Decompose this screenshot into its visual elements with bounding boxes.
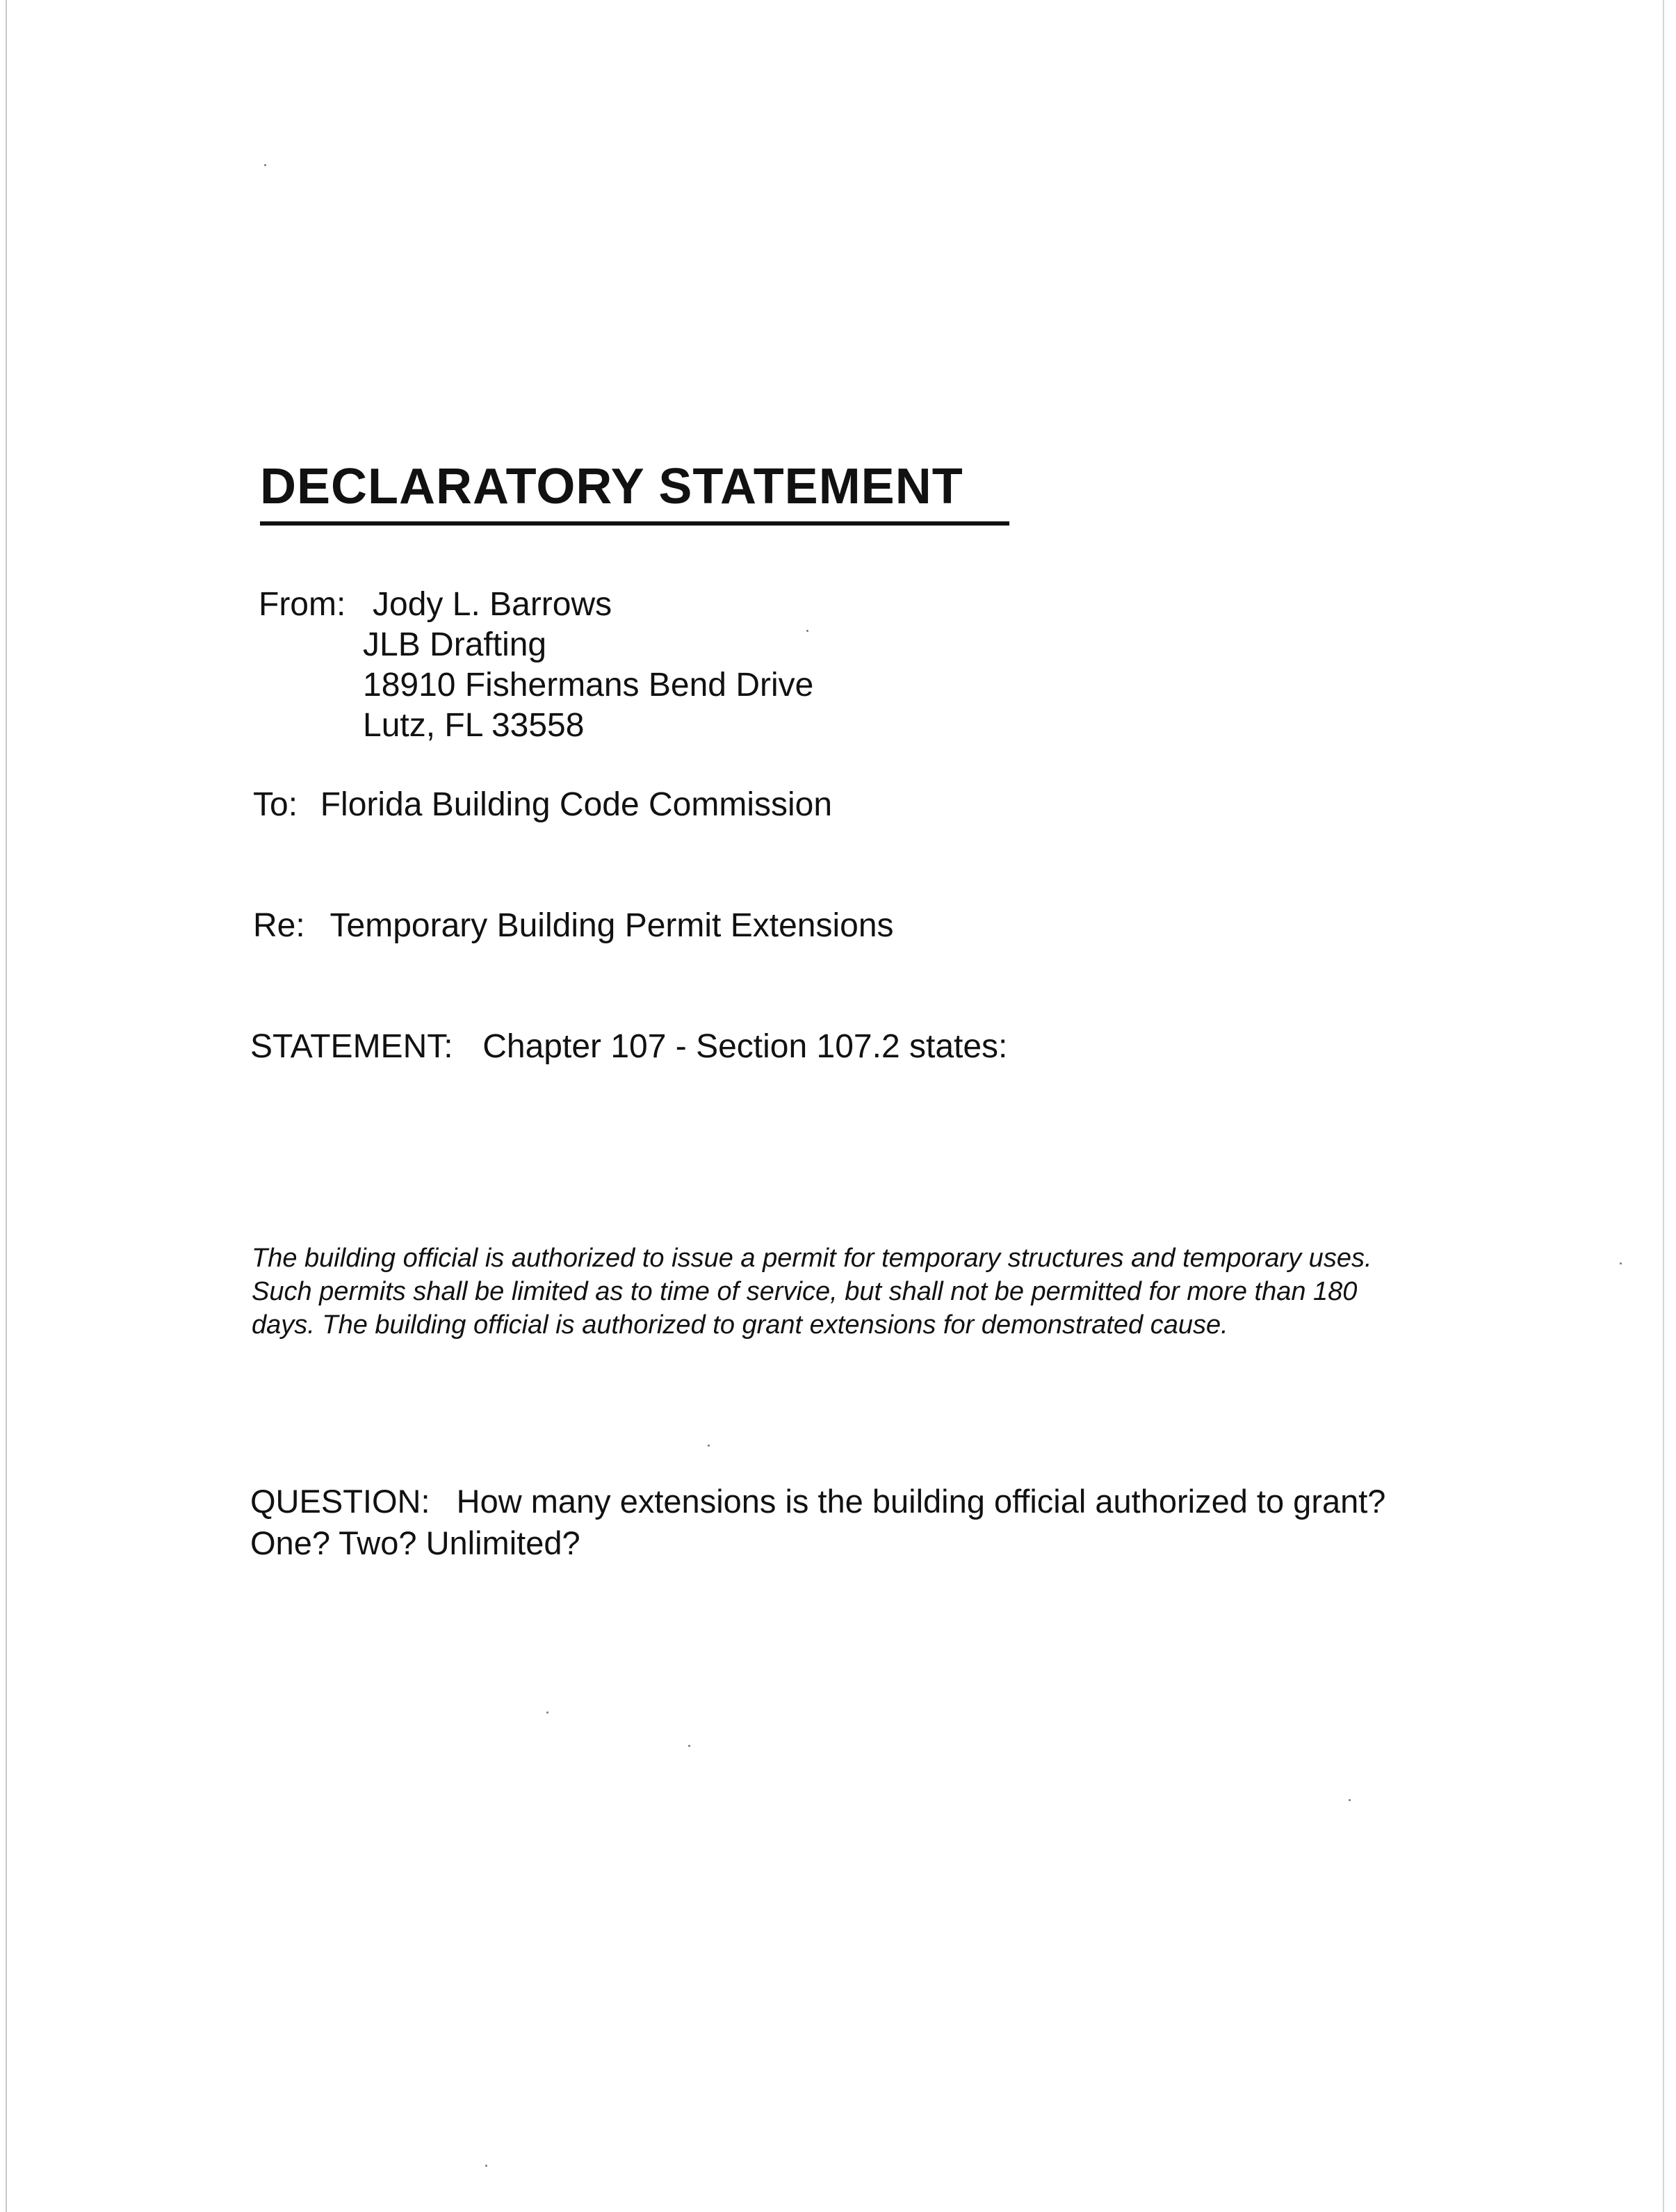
- scan-speck: [688, 1745, 690, 1747]
- scan-speck: [806, 630, 808, 632]
- from-street: 18910 Fishermans Bend Drive: [363, 667, 814, 704]
- re-label: Re:: [253, 907, 305, 944]
- scan-speck: [485, 2165, 487, 2167]
- scan-speck: [264, 164, 266, 166]
- code-quote: The building official is authorized to issue a permit for temporary structures and temporary uses. Such permits shall be limited as to time of service, but shall not be permitted for more than 180 days. The building official is authorized to grant extensions for demonstrated cause.: [252, 1244, 1372, 1340]
- scan-speck: [546, 1711, 548, 1714]
- title-underline: [260, 521, 1009, 526]
- from-company: JLB Drafting: [363, 626, 547, 663]
- to-label: To:: [253, 786, 298, 823]
- from-city-state-zip: Lutz, FL 33558: [363, 707, 585, 744]
- document-title: DECLARATORY STATEMENT: [260, 459, 963, 514]
- question-label: QUESTION:: [250, 1483, 430, 1520]
- to-line: [253, 788, 832, 822]
- statement-line: [250, 1030, 1007, 1064]
- scan-speck: [1349, 1799, 1351, 1801]
- statement-reference: Chapter 107 - Section 107.2 states:: [482, 1028, 1008, 1065]
- statement-label: STATEMENT:: [250, 1028, 453, 1065]
- scan-speck: [708, 1445, 710, 1447]
- re-line: [253, 909, 894, 943]
- scan-edge-right: [1663, 0, 1664, 2212]
- question-text: How many extensions is the building official authorized to grant? One? Two? Unlimited?: [250, 1483, 1386, 1561]
- from-label: From:: [259, 586, 346, 623]
- to-recipient: Florida Building Code Commission: [320, 786, 833, 823]
- re-subject: Temporary Building Permit Extensions: [329, 907, 894, 944]
- from-name: Jody L. Barrows: [373, 586, 612, 623]
- scan-speck: [1620, 1262, 1622, 1264]
- scan-edge-left: [6, 0, 7, 2212]
- question-block: [250, 1481, 1418, 1564]
